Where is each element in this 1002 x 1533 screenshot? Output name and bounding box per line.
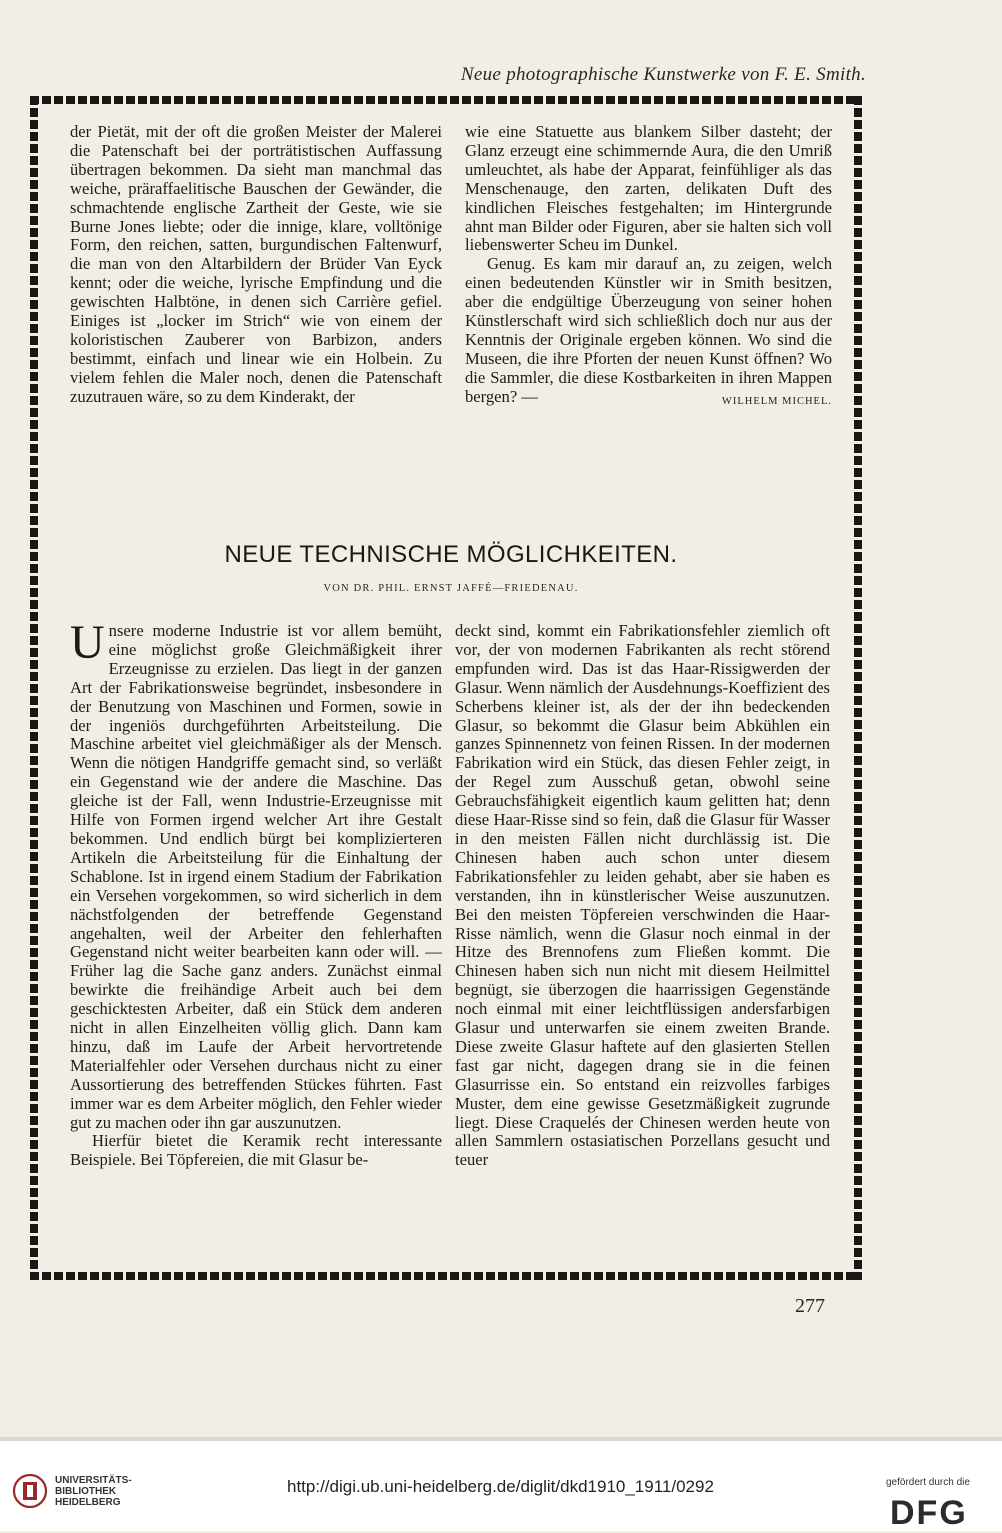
institution-name <box>55 1475 132 1508</box>
paragraph: deckt sind, kommt ein Fabrikationsfehler ziemlich oft vor, der von modernen Fabrikanten als recht störend empfunden wird. Das ist das Haar-Rissigwerden der Glasur. Wenn nämlich der Ausdehnungs-Koeffizient des Scherbens kleiner ist, als der der ihn bedeckenden Glasur, so bekommt die Glasur beim Abkühlen ein ganzes Spinnennetz von feinen Rissen. In der modernen Fabrikation wird ein Stück, das diesen Fehler zeigt, in der Regel zum Ausschuß getan, obwohl seine Gebrauchsfähigkeit eigentlich kaum gelitten hat; denn diese Haar-Risse sind so fein, daß die Glasur für Wasser in den meisten Fällen nicht durchlässig ist. Die Chinesen haben auch schon unter diesem Fabrikationsfehler zu leiden gehabt, aber sie haben es verstanden, ihn in künstlerischer Weise auszunutzen. Bei den meisten Töpfereien verschwinden die Haar-Risse nämlich, wenn die Glasur noch einmal in der Hitze des Brennofens zum Fließen kommt. Die Chinesen haben sich nun nicht mit diesem Heilmittel begnügt, sie überzogen die haarrissigen Gegenstände noch einmal mit einer leichtflüssigen andersfarbigen Glasur und unterwarfen sie einem zweiten Brande. Diese zweite Glasur haftete auf den glasierten Stellen fast gar nicht, dagegen drang sie in die feinen Glasurrisse ein. So entstand ein reizvolles farbiges Muster, dem eine gewisse Gesetzmäßigkeit zugrunde liegt. Diese Craquelés der Chinesen werden heute von allen Sammlern ostasiatischen Porzellans gesucht und teuer <box>455 621 830 1170</box>
paragraph-text: nsere moderne Industrie ist vor allem bemüht, eine möglichst große Gleichmäßigkeit ihrer Erzeugnisse zu erzielen. Das liegt in der ganzen Art der Fabrikationsweise begründet, insbesondere in der Benutzung von Maschinen und Formen, sowie in der ingeniös durchgeführten Arbeitsteilung. Die Maschine arbeitet viel gleichmäßiger als der Mensch. Wenn die nötigen Handgriffe gemacht sind, so verläßt ein Gegenstand wie der andere die Maschine. Das gleiche ist der Fall, wenn Industrie-Erzeugnisse mit Hilfe von Formen irgend welcher Art ihre Gestalt bekommen. Und endlich bürgt bei komplizierteren Artikeln die Arbeitsteilung für die Einhaltung der Schablone. Ist in irgend einem Stadium der Fabrikation ein Versehen vorgekommen, so wird sicherlich in dem nächstfolgenden der betreffende Gegenstand angehalten, weil der Arbeiter den fehlerhaften Gegenstand nicht weiter bearbeiten kann oder will. — Früher lag die Sache ganz anders. Zunächst einmal bewirkte die freihändige Arbeit auch bei dem geschicktesten Arbeiter, daß ein Stück dem anderen nicht in allen Einzelheiten völlig glich. Dann kam hinzu, daß im Laufe der Arbeit hervortretende Materialfehler oder Versehen durchaus nicht zu einer Aussortierung des betreffenden Stückes führten. Fast immer war es dem Arbeiter möglich, den Fehler wieder gut zu machen oder ihn gar auszunutzen. <box>70 621 442 1132</box>
article-right-column <box>455 622 830 1170</box>
paragraph: Hierfür bietet die Keramik recht interessante Beispiele. Bei Töpfereien, die mit Glasur be- <box>70 1131 442 1170</box>
paragraph: der Pietät, mit der oft die großen Meister der Malerei die Patenschaft bei der porträtistischen Auffassung übertragen bekommen. Da sieht man manchmal das weiche, präraffaelitische Bauschen der Gewänder, die schmachtende englische Zartheit der Geste, wie sie Burne Jones liebte; oder die innige, klare, volltönige Form, den reichen, satten, burgundischen Faltenwurf, die man von den Altarbildern der Brüder Van Eyck kennt; oder die weiche, lyrische Empfindung und die gewischten Halbtöne, in denen sich Carrière gefiel. Einiges ist „locker im Strich“ wie von einem der koloristischen Zauberer von Barbizon, anders bestimmt, einfach und linear wie ein Holbein. Zu vielem fehlen die Maler noch, denen die Patenschaft zuzutrauen wäre, so zu dem Kinderakt, der <box>70 122 442 406</box>
article-byline: VON DR. PHIL. ERNST JAFFÉ—FRIEDENAU. <box>323 583 579 594</box>
prev-article-left-column <box>70 123 442 407</box>
institution-line: HEIDELBERG <box>55 1497 121 1508</box>
footer-divider <box>0 1437 1002 1441</box>
ornamental-border-right <box>854 96 862 1280</box>
article-left-column <box>70 616 442 1170</box>
institution-line: UNIVERSITÄTS- <box>55 1475 132 1486</box>
university-seal-icon <box>12 1473 48 1509</box>
article-title: NEUE TECHNISCHE MÖGLICHKEITEN. <box>224 541 678 568</box>
ornamental-border-top <box>30 96 862 104</box>
page-number: 277 <box>795 1295 825 1317</box>
prev-article-right-column <box>465 123 832 412</box>
paragraph <box>70 616 442 1132</box>
drop-cap: U <box>70 616 105 669</box>
ornamental-border-bottom <box>30 1272 862 1280</box>
author-signature: WILHELM MICHEL. <box>721 395 832 407</box>
paragraph-text: Genug. Es kam mir darauf an, zu zeigen, welch einen bedeutenden Künstler wir in Smith besitzen, aber die endgültige Überzeugung von seiner hohen Künstlerschaft wird sich schließlich doch nur aus der Kenntnis der Originale ergeben können. Wo sind die Museen, die ihre Pforten der neuen Kunst öffnen? Wo die Sammler, die diese Kostbarkeiten in ihren Mappen bergen? — <box>465 254 832 406</box>
ornamental-border-left <box>30 96 38 1280</box>
institution-line: BIBLIOTHEK <box>55 1486 117 1497</box>
sponsor-caption: gefördert durch die <box>886 1477 970 1488</box>
paragraph <box>465 255 832 406</box>
running-head: Neue photographische Kunstwerke von F. E. Smith. <box>460 64 866 85</box>
paragraph: wie eine Statuette aus blankem Silber dasteht; der Glanz erzeugt eine schimmernde Aura, die den Umriß umleuchtet, als habe der Apparat, feinfühliger als das Menschenauge, den zarten, delikaten Duft des kindlichen Fleisches festgehalten; im Hintergrunde ahnt man Bilder oder Figuren, aber sie halten sich voll liebenswerter Scheu im Dunkel. <box>465 122 832 255</box>
permalink-url[interactable]: http://digi.ub.uni-heidelberg.de/diglit/dkd1910_1911/0292 <box>287 1477 714 1496</box>
dfg-logo: DFG <box>890 1494 968 1532</box>
